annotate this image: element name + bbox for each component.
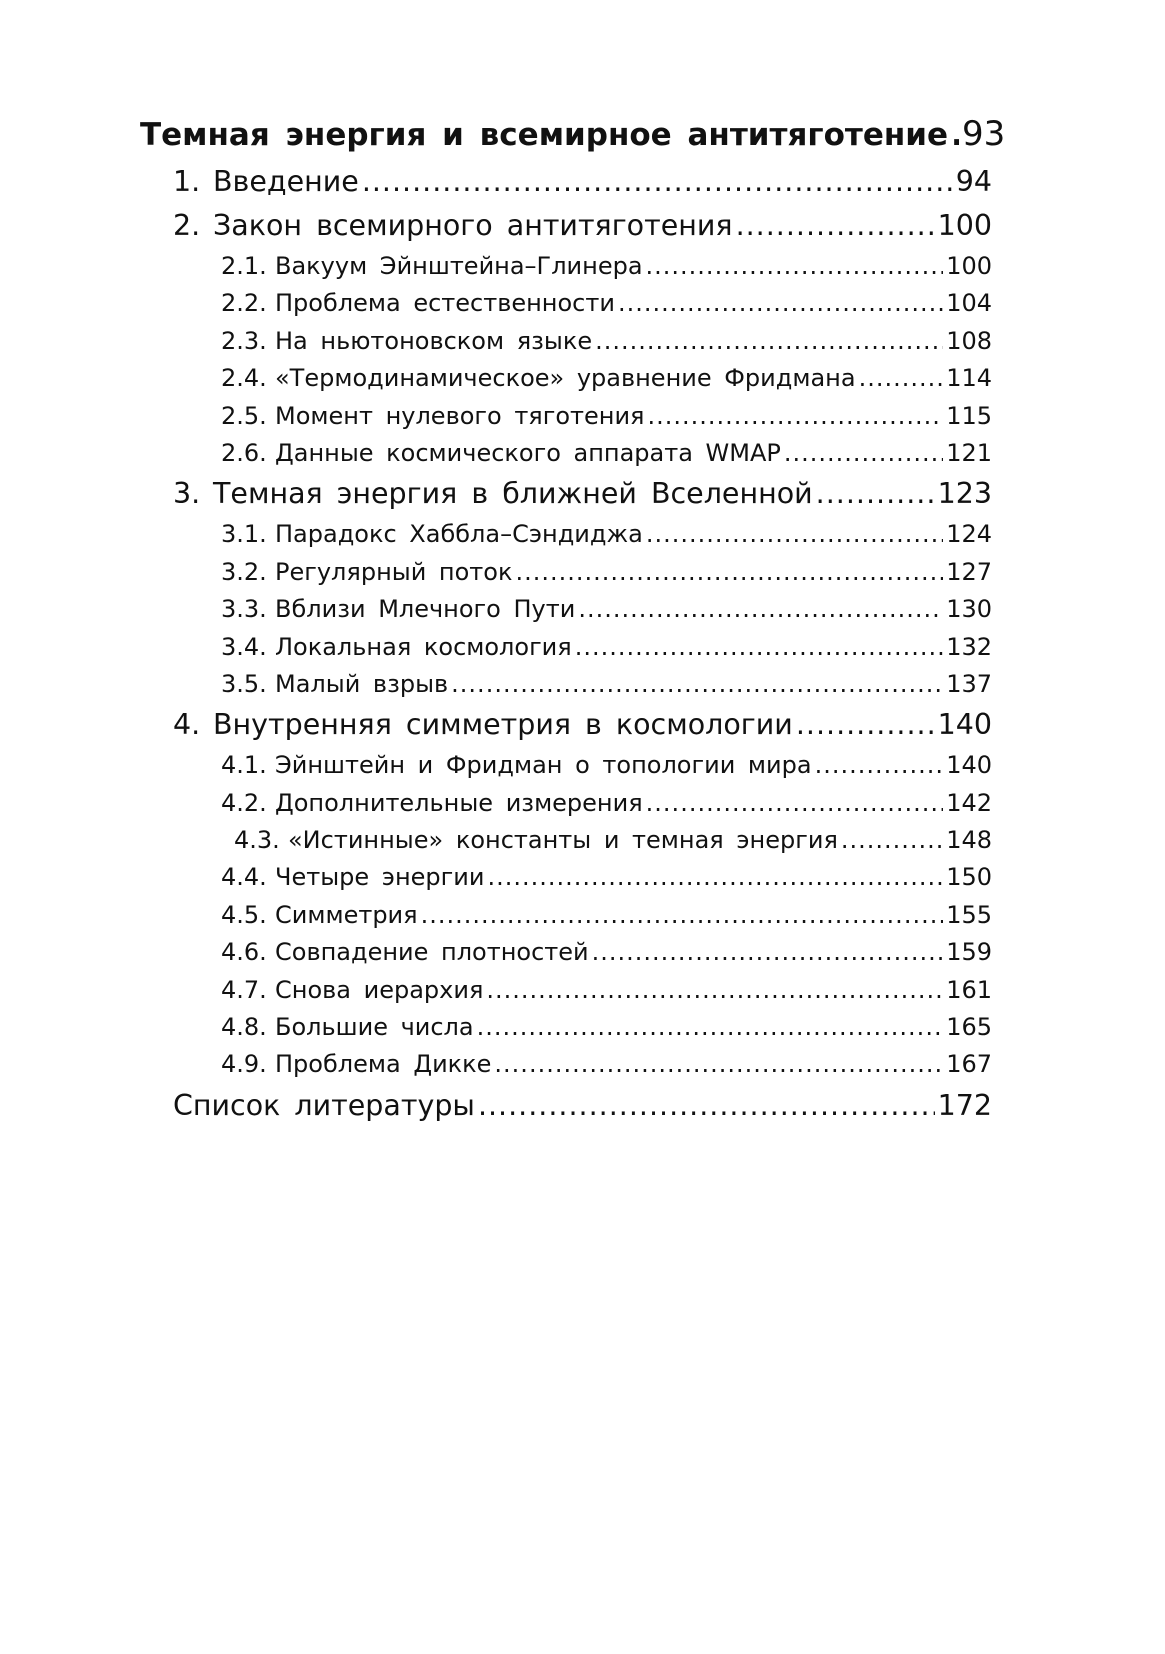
dot-leader xyxy=(784,435,943,472)
toc-subsection-entry[interactable] xyxy=(140,934,992,971)
toc-subsection-entry[interactable] xyxy=(140,398,992,435)
toc-subsection-number: 4.2. xyxy=(221,788,267,817)
toc-subsection-title: Проблема Дикке xyxy=(275,1050,492,1079)
toc-section-title: Закон всемирного антитяготения xyxy=(213,209,733,242)
toc-references-page: 172 xyxy=(937,1088,992,1122)
toc-subsection-entry[interactable] xyxy=(140,591,992,628)
toc-section-number: 1. xyxy=(173,165,201,198)
dot-leader xyxy=(816,472,935,516)
toc-subsection-title: «Термодинамическое» уравнение Фридмана xyxy=(275,364,856,393)
toc-subsection-title: Дополнительные измерения xyxy=(275,788,643,817)
toc-section-entry[interactable] xyxy=(140,204,992,248)
toc-subsection-entry[interactable] xyxy=(140,1009,992,1046)
dot-leader xyxy=(515,554,943,591)
toc-subsection-number: 3.1. xyxy=(221,520,267,549)
toc-section-entry[interactable] xyxy=(140,160,992,204)
dot-leader xyxy=(859,360,944,397)
toc-subsection-title: Локальная космология xyxy=(275,632,572,661)
toc-section-entry[interactable] xyxy=(140,703,992,747)
toc-chapter-page: 93 xyxy=(962,114,1006,154)
toc-subsection-entry[interactable] xyxy=(140,897,992,934)
toc-subsection-page: 115 xyxy=(946,401,992,430)
dot-leader xyxy=(618,285,943,322)
toc-subsection-title: Данные космического аппарата WMAP xyxy=(275,438,781,467)
toc-subsection-number: 3.2. xyxy=(221,557,267,586)
toc-subsection-entry[interactable] xyxy=(140,1046,992,1083)
toc-subsection-number: 2.6. xyxy=(221,438,267,467)
toc-section-number: 4. xyxy=(173,708,201,742)
toc-subsection-number: 4.9. xyxy=(221,1050,267,1079)
toc-subsection-title: «Истинные» константы и темная энергия xyxy=(288,826,838,855)
toc-subsection-number: 3.4. xyxy=(221,632,267,661)
toc-subsection-number: 2.1. xyxy=(221,252,267,280)
dot-leader xyxy=(646,516,943,553)
toc-subsection-number: 2.4. xyxy=(221,364,267,393)
toc-subsection-number: 3.3. xyxy=(221,595,267,624)
toc-subsection-entry[interactable] xyxy=(140,248,992,285)
toc-subsection-page: 104 xyxy=(946,289,992,318)
toc-subsection-entry[interactable] xyxy=(140,285,992,322)
dot-leader xyxy=(796,703,935,747)
toc-subsection-title: Вакуум Эйнштейна–Глинера xyxy=(275,252,643,280)
toc-subsection-page: 130 xyxy=(946,595,992,624)
toc-section-page: 100 xyxy=(937,209,992,242)
toc-subsection-entry[interactable] xyxy=(140,629,992,666)
toc-subsection-number: 4.6. xyxy=(221,938,267,967)
toc-subsection-title: Совпадение плотностей xyxy=(275,938,589,967)
toc-section-title: Темная энергия в ближней Вселенной xyxy=(213,477,813,511)
toc-subsection-page: 159 xyxy=(946,938,992,967)
toc-subsection-entry[interactable] xyxy=(140,972,992,1009)
toc-subsection-page: 127 xyxy=(946,557,992,586)
dot-leader xyxy=(646,248,944,285)
table-of-contents xyxy=(140,108,1006,1128)
toc-subsection-number: 2.3. xyxy=(221,326,267,355)
toc-subsection-number: 4.3. xyxy=(234,826,280,855)
toc-subsection-number: 4.8. xyxy=(221,1013,267,1042)
toc-subsection-page: 100 xyxy=(946,252,992,280)
dot-leader xyxy=(841,822,943,859)
toc-references-entry[interactable] xyxy=(140,1084,992,1128)
toc-subsection-title: Симметрия xyxy=(275,900,418,929)
toc-subsection-page: 114 xyxy=(946,364,992,393)
toc-subsection-title: Четыре энергии xyxy=(275,863,485,892)
toc-subsection-title: На ньютоновском языке xyxy=(275,326,593,355)
toc-subsection-page: 161 xyxy=(946,975,992,1004)
dot-leader xyxy=(578,591,943,628)
dot-leader xyxy=(646,785,944,822)
toc-chapter-entry[interactable] xyxy=(140,108,1006,160)
toc-subsection-page: 142 xyxy=(946,788,992,817)
toc-subsection-page: 124 xyxy=(946,520,992,549)
toc-subsection-entry[interactable] xyxy=(140,360,992,397)
toc-subsection-entry[interactable] xyxy=(140,785,992,822)
dot-leader xyxy=(486,972,943,1009)
toc-subsection-number: 4.1. xyxy=(221,751,267,780)
dot-leader xyxy=(451,666,943,703)
toc-subsection-title: Малый взрыв xyxy=(275,669,449,698)
toc-subsection-number: 2.2. xyxy=(221,289,267,318)
toc-subsection-entry[interactable] xyxy=(140,554,992,591)
toc-subsection-page: 132 xyxy=(946,632,992,661)
dot-leader xyxy=(575,629,943,666)
toc-section-page: 94 xyxy=(955,165,992,198)
toc-subsection-number: 4.4. xyxy=(221,863,267,892)
dot-leader xyxy=(494,1046,943,1083)
dot-leader xyxy=(478,1084,935,1128)
toc-subsection-entry[interactable] xyxy=(140,822,992,859)
toc-chapter-title: Темная энергия и всемирное антитяготение xyxy=(140,117,949,153)
dot-leader xyxy=(362,160,953,204)
toc-subsection-page: 121 xyxy=(946,438,992,467)
toc-section-number: 3. xyxy=(173,477,201,511)
dot-leader xyxy=(595,323,943,360)
toc-subsection-title: Большие числа xyxy=(275,1013,474,1042)
toc-section-page: 123 xyxy=(937,477,992,511)
dot-leader xyxy=(648,398,944,435)
toc-subsection-page: 165 xyxy=(946,1013,992,1042)
toc-section-title: Внутренняя симметрия в космологии xyxy=(213,708,793,742)
dot-leader xyxy=(421,897,944,934)
toc-subsection-page: 108 xyxy=(946,326,992,355)
toc-subsection-entry[interactable] xyxy=(140,323,992,360)
toc-subsection-page: 155 xyxy=(946,900,992,929)
toc-subsection-title: Парадокс Хаббла–Сэндиджа xyxy=(275,520,643,549)
toc-subsection-title: Проблема естественности xyxy=(275,289,615,318)
dot-leader xyxy=(815,747,944,784)
toc-subsection-entry[interactable] xyxy=(140,747,992,784)
toc-section-title: Введение xyxy=(213,165,359,198)
toc-subsection-entry[interactable] xyxy=(140,435,992,472)
dot-leader xyxy=(477,1009,944,1046)
toc-subsection-number: 4.5. xyxy=(221,900,267,929)
toc-subsection-title: Вблизи Млечного Пути xyxy=(275,595,576,624)
toc-section-page: 140 xyxy=(937,708,992,742)
toc-subsection-title: Эйнштейн и Фридман о топологии мира xyxy=(275,751,812,780)
toc-references-title: Список литературы xyxy=(173,1088,475,1122)
toc-subsection-number: 4.7. xyxy=(221,975,267,1004)
toc-subsection-entry[interactable] xyxy=(140,516,992,553)
toc-section-entry[interactable] xyxy=(140,472,992,516)
toc-subsection-page: 137 xyxy=(946,669,992,698)
toc-subsection-title: Регулярный поток xyxy=(275,557,513,586)
toc-subsection-page: 148 xyxy=(946,826,992,855)
toc-subsection-page: 150 xyxy=(946,863,992,892)
toc-subsection-title: Момент нулевого тяготения xyxy=(275,401,645,430)
dot-leader xyxy=(592,934,944,971)
dot-leader xyxy=(487,859,943,896)
dot-leader xyxy=(951,109,959,161)
toc-section-number: 2. xyxy=(173,209,201,242)
toc-subsection-page: 140 xyxy=(946,751,992,780)
toc-subsection-number: 3.5. xyxy=(221,669,267,698)
dot-leader xyxy=(736,204,935,248)
toc-subsection-number: 2.5. xyxy=(221,401,267,430)
toc-subsection-title: Снова иерархия xyxy=(275,975,484,1004)
toc-subsection-entry[interactable] xyxy=(140,859,992,896)
toc-subsection-page: 167 xyxy=(946,1050,992,1079)
toc-subsection-entry[interactable] xyxy=(140,666,992,703)
